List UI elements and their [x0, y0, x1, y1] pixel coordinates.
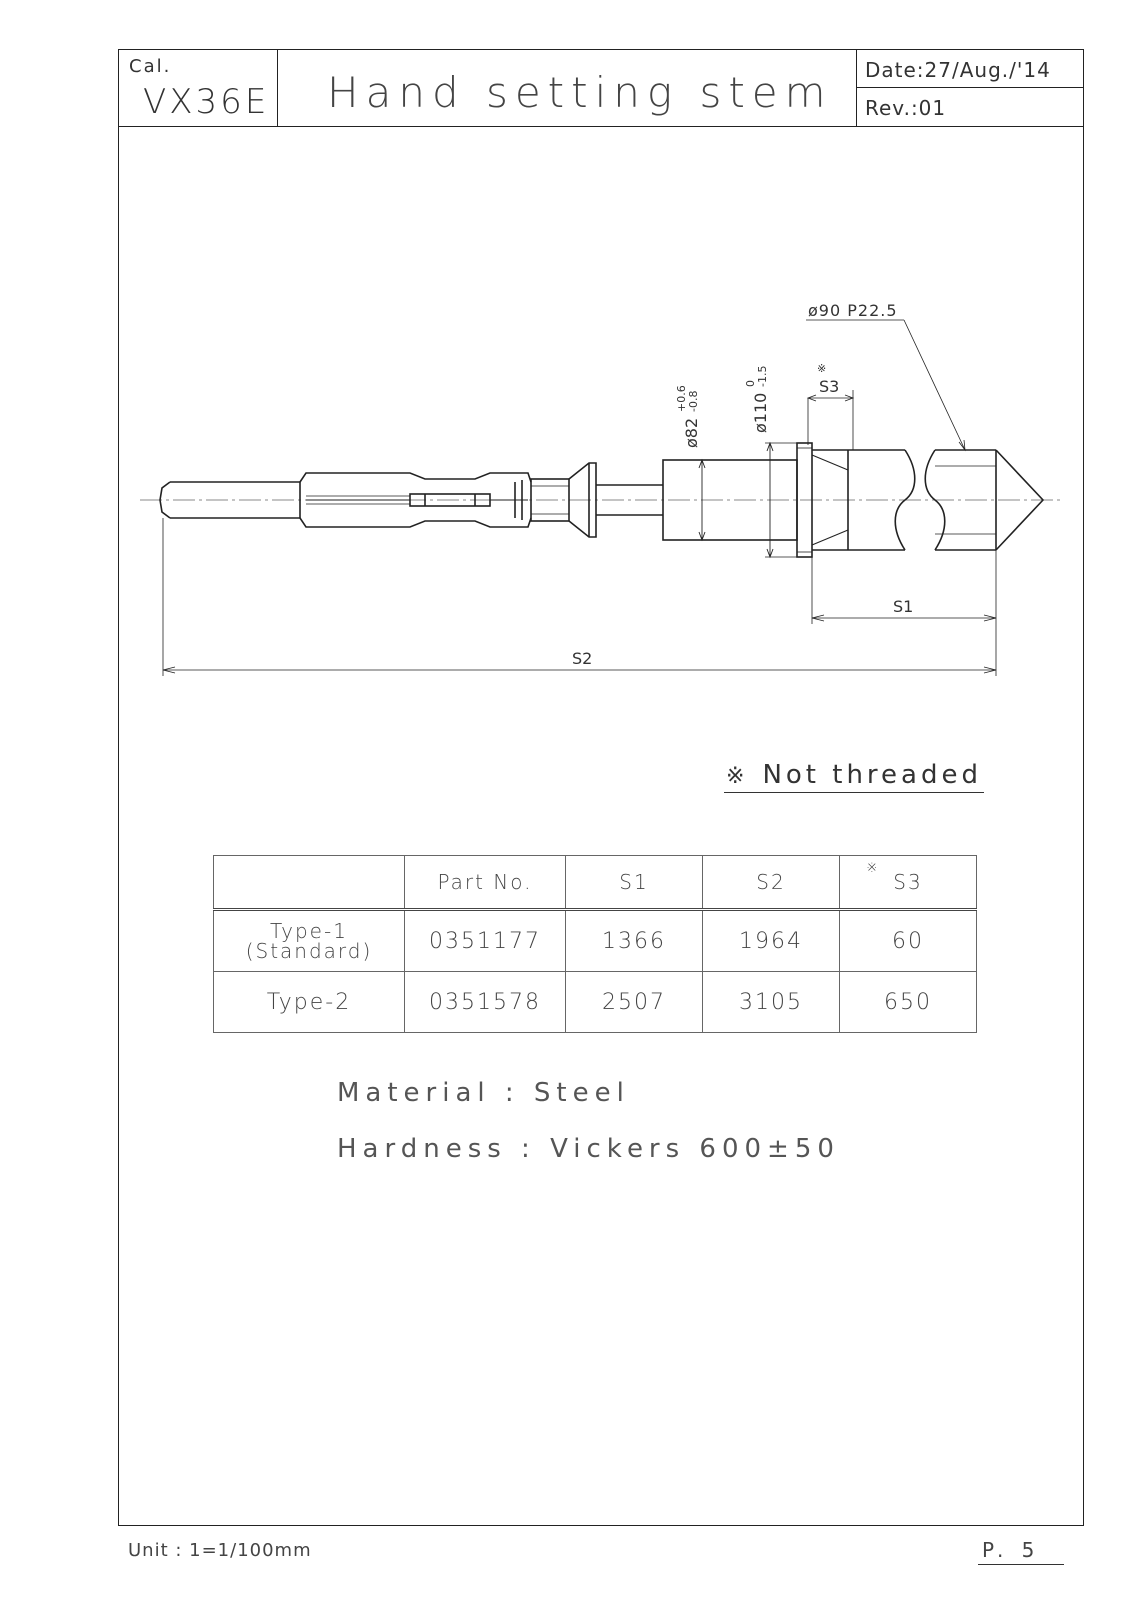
header-cell-s3 — [840, 856, 977, 910]
d110-tolerance-lower: -1.5 — [756, 365, 769, 387]
table-row — [214, 910, 977, 972]
s2-dimension-label: S2 — [572, 649, 593, 668]
type-cell — [214, 910, 405, 972]
table-header-row — [214, 856, 977, 910]
type-note: (Standard) — [245, 939, 373, 963]
d110-tolerance-upper: 0 — [744, 380, 757, 387]
s3-dimension-label: S3 — [819, 377, 840, 396]
unit-note: Unit : 1=1/100mm — [128, 1540, 312, 1561]
s1-cell: 1366 — [566, 910, 703, 972]
type-cell: Type-2 — [214, 972, 405, 1033]
s3-cell: 650 — [840, 972, 977, 1033]
s1-cell: 2507 — [566, 972, 703, 1033]
s3-header-label: S3 — [893, 870, 923, 894]
table-row — [214, 972, 977, 1033]
note-mark: ※ — [726, 764, 749, 789]
material-spec: Material : Steel — [337, 1078, 630, 1108]
part-no-cell: 0351578 — [405, 972, 566, 1033]
part-spec-table — [213, 855, 977, 1033]
note-text: Not threaded — [762, 760, 982, 790]
d110-dimension-label: ø110 — [751, 392, 770, 433]
s3-cell: 60 — [840, 910, 977, 972]
hardness-spec: Hardness : Vickers 600±50 — [337, 1134, 840, 1164]
square-section-top — [300, 473, 531, 482]
thread-dimension-label: ø90 P22.5 — [808, 301, 898, 320]
s2-cell: 3105 — [703, 972, 840, 1033]
not-threaded-note — [724, 760, 984, 793]
d82-dimension-label: ø82 — [682, 417, 701, 448]
header-cell-s2: S2 — [703, 856, 840, 910]
s3-header-mark: ※ — [866, 860, 880, 876]
s3-not-threaded-mark: ※ — [817, 362, 827, 375]
header-cell-type — [214, 856, 405, 910]
s2-cell: 1964 — [703, 910, 840, 972]
square-section-bottom — [300, 518, 531, 527]
type-name: Type-1 — [270, 919, 348, 943]
d82-tolerance-upper: +0.6 — [675, 385, 688, 412]
header-cell-s1: S1 — [566, 856, 703, 910]
revision-field: Rev.:01 — [865, 96, 947, 120]
s1-dimension-label: S1 — [893, 597, 914, 616]
page-number: P. 5 — [978, 1538, 1064, 1565]
page-title: Hand setting stem — [327, 68, 833, 117]
header-cell-part-no: Part No. — [405, 856, 566, 910]
d82-tolerance-lower: -0.8 — [687, 390, 700, 412]
caliber-value: VX36E — [143, 82, 270, 122]
caliber-label: Cal. — [129, 56, 172, 77]
part-no-cell: 0351177 — [405, 910, 566, 972]
date-field: Date:27/Aug./'14 — [857, 50, 1083, 88]
